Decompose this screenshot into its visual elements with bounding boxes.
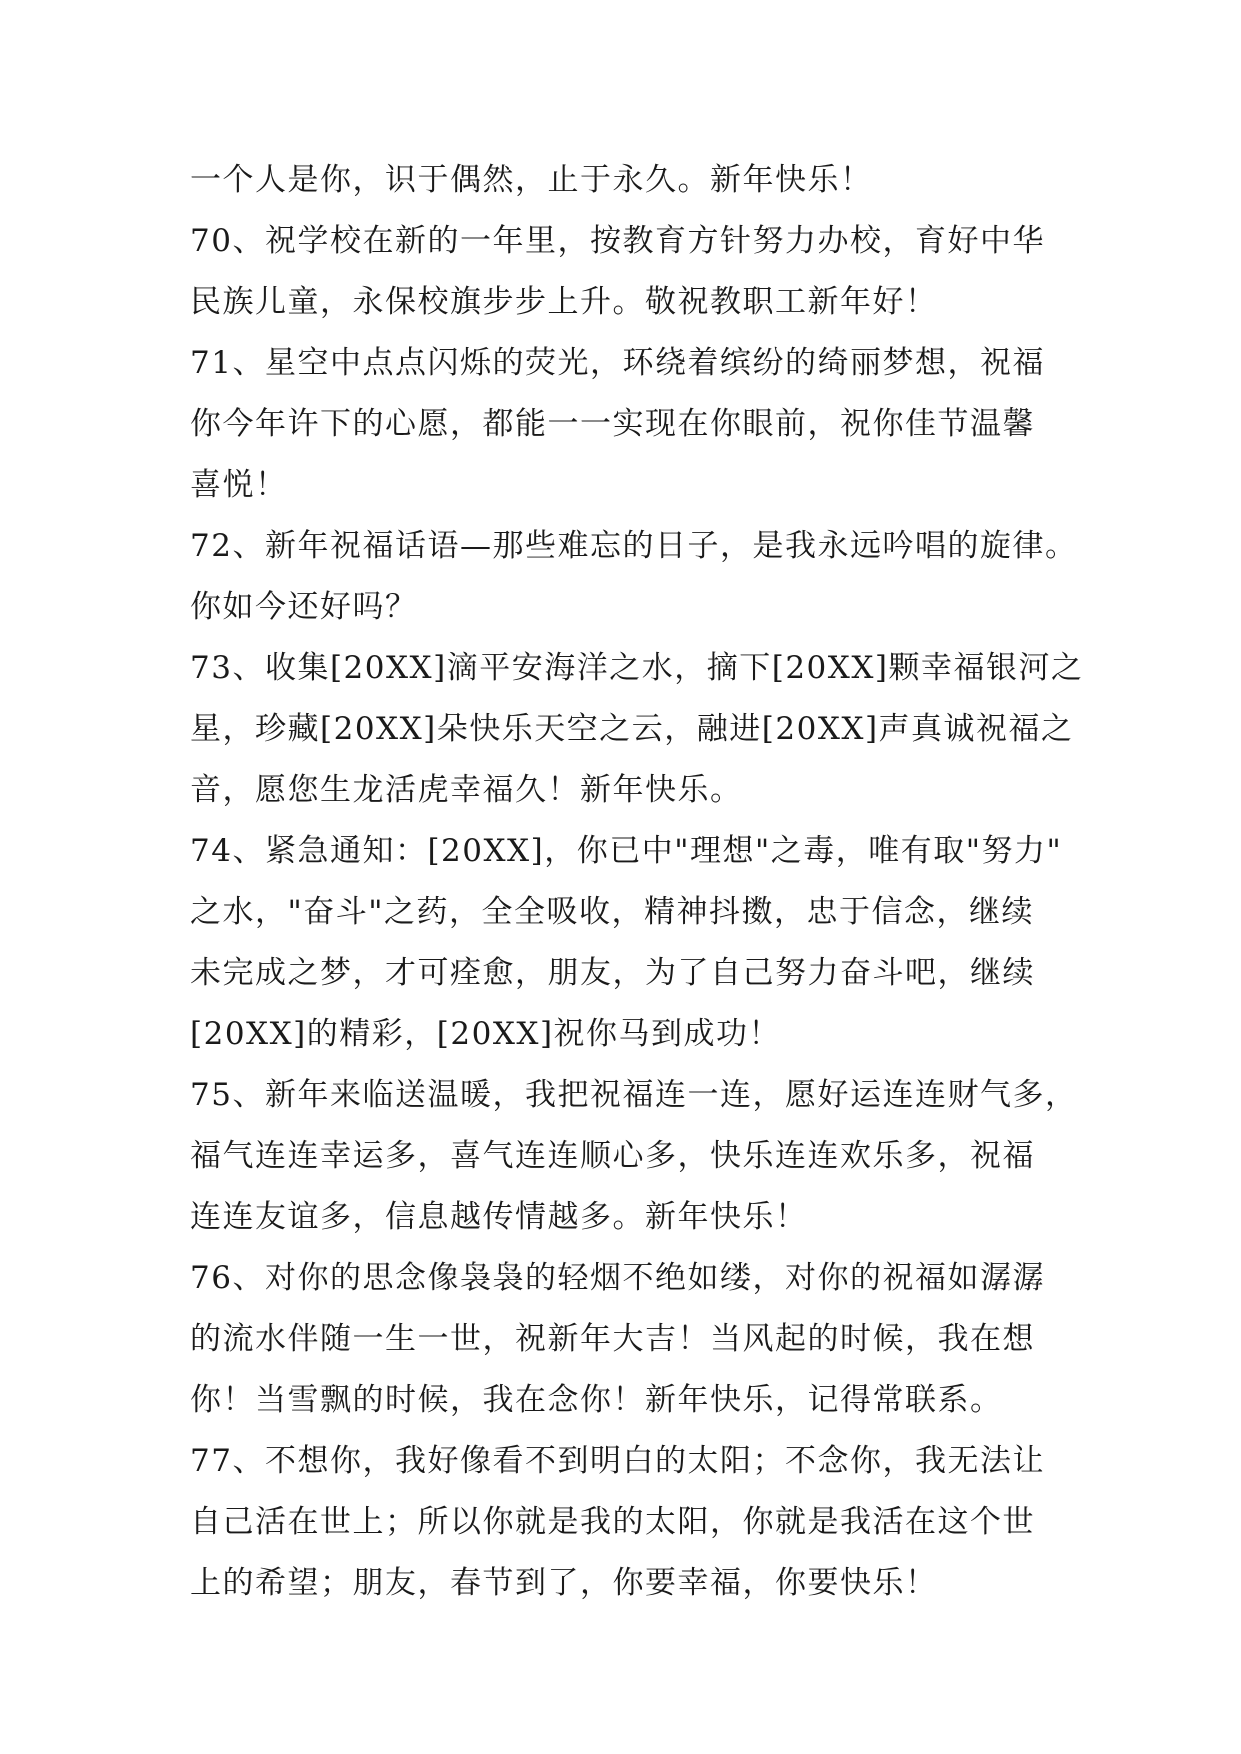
document-body	[190, 150, 1084, 1614]
text-line: 星，珍藏[20XX]朵快乐天空之云，融进[20XX]声真诚祝福之	[190, 711, 1074, 747]
text-line: 70、祝学校在新的一年里，按教育方针努力办校，育好中华	[190, 223, 1045, 259]
text-line: 71、星空中点点闪烁的荧光，环绕着缤纷的绮丽梦想，祝福	[190, 345, 1045, 381]
text-line: 72、新年祝福话语—那些难忘的日子，是我永远吟唱的旋律。	[190, 528, 1078, 564]
text-line: 的流水伴随一生一世，祝新年大吉！当风起的时候，我在想	[190, 1321, 1035, 1357]
text-line: 76、对你的思念像袅袅的轻烟不绝如缕，对你的祝福如潺潺	[190, 1260, 1045, 1296]
text-line: 未完成之梦，才可痊愈，朋友，为了自己努力奋斗吧，继续	[190, 955, 1035, 991]
text-line: 你如今还好吗？	[190, 589, 418, 625]
text-line: 连连友谊多，信息越传情越多。新年快乐！	[190, 1199, 808, 1235]
text-line: 之水，"奋斗"之药，全全吸收，精神抖擞，忠于信念，继续	[190, 894, 1035, 930]
text-line: 喜悦！	[190, 467, 288, 503]
text-line: 上的希望；朋友，春节到了，你要幸福，你要快乐！	[190, 1565, 938, 1601]
text-line: 音，愿您生龙活虎幸福久！新年快乐。	[190, 772, 743, 808]
text-line: 77、不想你，我好像看不到明白的太阳；不念你，我无法让	[190, 1443, 1045, 1479]
text-line: 73、收集[20XX]滴平安海洋之水，摘下[20XX]颗幸福银河之	[190, 650, 1084, 686]
text-line: [20XX]的精彩，[20XX]祝你马到成功！	[190, 1016, 782, 1052]
text-line: 一个人是你，识于偶然，止于永久。新年快乐！	[190, 162, 873, 198]
text-line: 民族儿童，永保校旗步步上升。敬祝教职工新年好！	[190, 284, 938, 320]
text-line: 74、紧急通知：[20XX]，你已中"理想"之毒，唯有取"努力"	[190, 833, 1063, 869]
text-line: 你！当雪飘的时候，我在念你！新年快乐，记得常联系。	[190, 1382, 1003, 1418]
text-line: 福气连连幸运多，喜气连连顺心多，快乐连连欢乐多，祝福	[190, 1138, 1035, 1174]
text-line: 你今年许下的心愿，都能一一实现在你眼前，祝你佳节温馨	[190, 406, 1035, 442]
text-line: 75、新年来临送温暖，我把祝福连一连，愿好运连连财气多，	[190, 1077, 1078, 1113]
text-line: 自己活在世上；所以你就是我的太阳，你就是我活在这个世	[190, 1504, 1035, 1540]
